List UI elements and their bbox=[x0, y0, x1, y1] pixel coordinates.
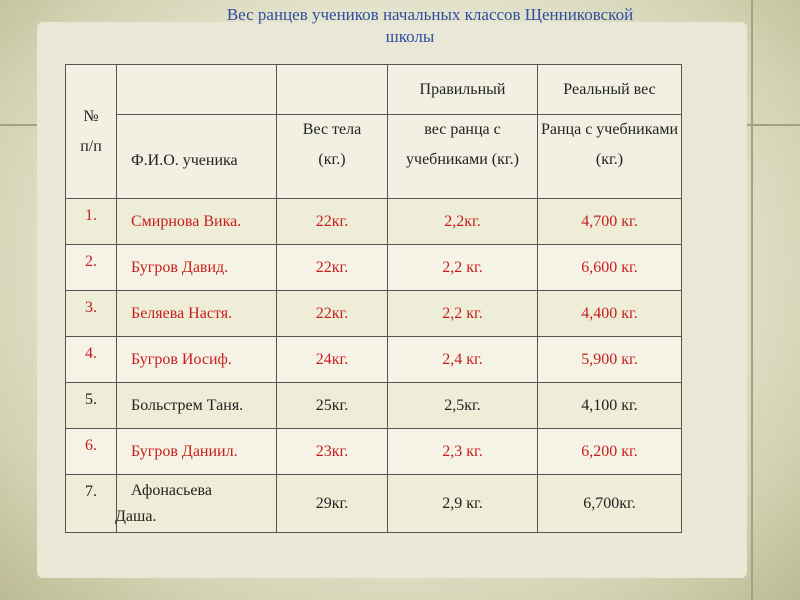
header-correct-line-2: учебниками (кг.) bbox=[406, 151, 519, 168]
student-name: Больстрем Таня. bbox=[117, 383, 277, 429]
title-line-1: Вес ранцев учеников начальных классов Щенниковской bbox=[226, 5, 634, 24]
decorative-vertical-line bbox=[751, 0, 753, 600]
header-body-line-2: (кг.) bbox=[318, 151, 346, 168]
student-name: Бугров Давид. bbox=[117, 245, 277, 291]
header-name: Ф.И.О. ученика bbox=[117, 115, 277, 199]
header-correct-line-1: вес ранца с bbox=[424, 121, 501, 138]
body-weight: 29кг. bbox=[277, 475, 388, 533]
body-weight: 25кг. bbox=[277, 383, 388, 429]
table-row bbox=[66, 245, 682, 291]
header-number bbox=[66, 65, 117, 199]
real-weight: 6,200 кг. bbox=[538, 429, 682, 475]
body-weight: 22кг. bbox=[277, 199, 388, 245]
header-body-weight bbox=[277, 115, 388, 199]
real-weight: 4,400 кг. bbox=[538, 291, 682, 337]
table-row bbox=[66, 429, 682, 475]
header-body-line-1: Вес тела bbox=[302, 121, 362, 138]
student-name: Бугров Иосиф. bbox=[117, 337, 277, 383]
header-real-weight bbox=[538, 115, 682, 199]
row-number: 5. bbox=[66, 383, 117, 429]
header-correct-weight bbox=[388, 115, 538, 199]
header-real-line-1: Ранца с учебниками bbox=[540, 121, 679, 138]
student-name-line-1: Афонасьева bbox=[131, 481, 212, 499]
body-weight: 22кг. bbox=[277, 291, 388, 337]
row-number: 3. bbox=[66, 291, 117, 337]
backpack-weight-table bbox=[65, 64, 682, 533]
student-name bbox=[117, 475, 277, 533]
correct-weight: 2,3 кг. bbox=[388, 429, 538, 475]
header-row-main bbox=[66, 115, 682, 199]
correct-weight: 2,5кг. bbox=[388, 383, 538, 429]
header-row-top bbox=[66, 65, 682, 115]
body-weight: 23кг. bbox=[277, 429, 388, 475]
correct-weight: 2,4 кг. bbox=[388, 337, 538, 383]
header-name-top bbox=[117, 65, 277, 115]
table-row bbox=[66, 199, 682, 245]
table-row bbox=[66, 383, 682, 429]
table-row bbox=[66, 475, 682, 533]
row-number: 4. bbox=[66, 337, 117, 383]
real-weight: 6,600 кг. bbox=[538, 245, 682, 291]
real-weight: 5,900 кг. bbox=[538, 337, 682, 383]
student-name-line-2: Даша. bbox=[115, 507, 157, 525]
row-number: 1. bbox=[66, 199, 117, 245]
row-number: 6. bbox=[66, 429, 117, 475]
table-row bbox=[66, 291, 682, 337]
correct-weight: 2,2 кг. bbox=[388, 291, 538, 337]
body-weight: 24кг. bbox=[277, 337, 388, 383]
header-correct-top: Правильный bbox=[388, 65, 538, 115]
header-number-line-2: п/п bbox=[80, 137, 102, 155]
student-name: Смирнова Вика. bbox=[117, 199, 277, 245]
real-weight: 4,100 кг. bbox=[538, 383, 682, 429]
row-number: 2. bbox=[66, 245, 117, 291]
page-title bbox=[120, 4, 740, 48]
header-body-top bbox=[277, 65, 388, 115]
title-line-2: школы bbox=[385, 27, 435, 46]
real-weight: 4,700 кг. bbox=[538, 199, 682, 245]
correct-weight: 2,9 кг. bbox=[388, 475, 538, 533]
student-name: Беляева Настя. bbox=[117, 291, 277, 337]
real-weight: 6,700кг. bbox=[538, 475, 682, 533]
header-number-line-1: № bbox=[83, 107, 99, 125]
correct-weight: 2,2 кг. bbox=[388, 245, 538, 291]
student-name: Бугров Даниил. bbox=[117, 429, 277, 475]
row-number: 7. bbox=[66, 475, 117, 533]
header-real-top: Реальный вес bbox=[538, 65, 682, 115]
header-real-line-2: (кг.) bbox=[595, 151, 624, 168]
correct-weight: 2,2кг. bbox=[388, 199, 538, 245]
body-weight: 22кг. bbox=[277, 245, 388, 291]
table-row bbox=[66, 337, 682, 383]
